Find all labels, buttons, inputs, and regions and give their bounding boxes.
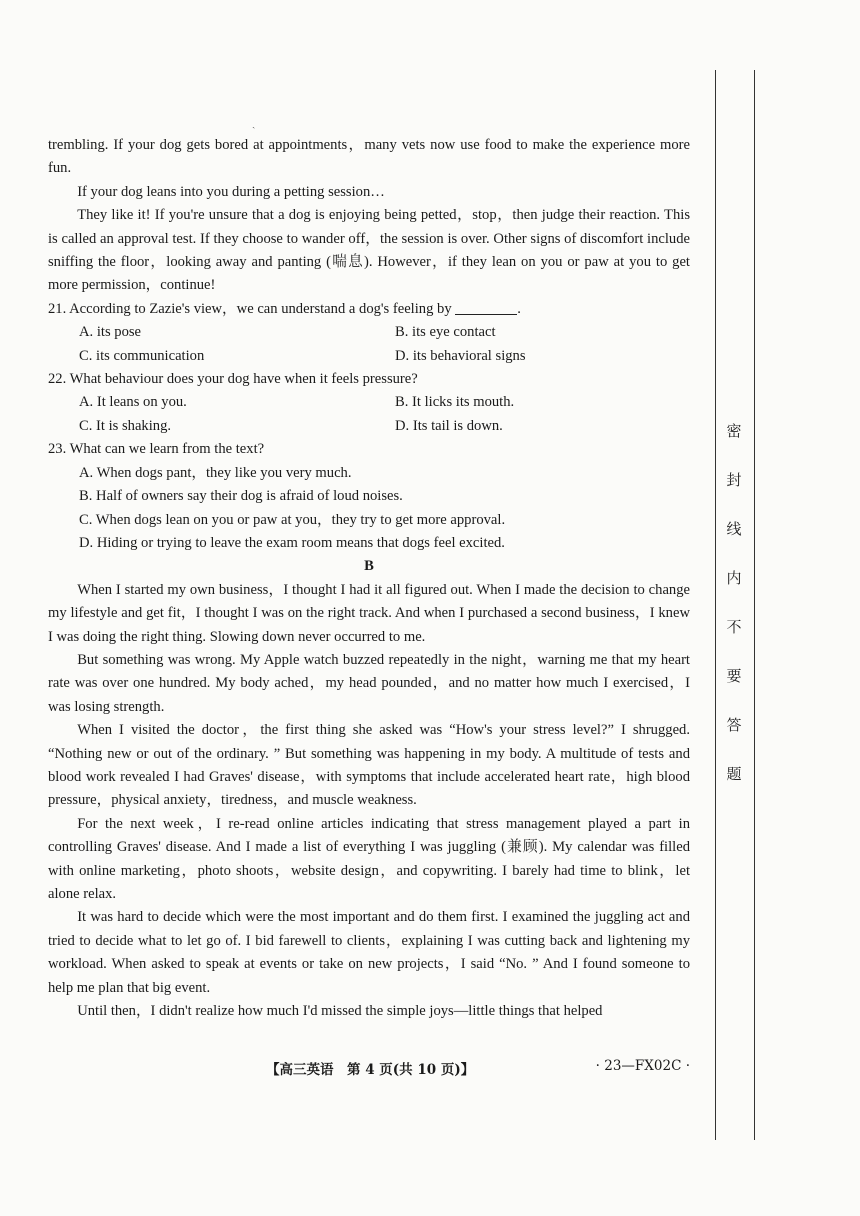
binding-line-left (715, 70, 716, 1140)
seal-char: 密 (726, 422, 742, 440)
paragraph: For the next week，I re-read online articles indicating that stress management played a part in controlling Graves' disease. And I made a list of everything I was juggling (兼顾). My calendar was filled with online marketing，photo shoots，website design，and copywriting. I barely had time to blink，let alone relax. (48, 815, 690, 902)
paragraph: When I visited the doctor，the first thing she asked was “How's your stress level?” I shrugged. “Nothing new or out of the ordinary. ” But something was happening in my body. A multitude of tests and blood work revealed I had Graves' disease，with symptoms that include accelerated heart rate，high blood pressure，physical anxiety，tiredness，and muscle weakness. (48, 722, 690, 809)
option[interactable]: D. its behavioral signs (395, 347, 526, 364)
binding-line-right (754, 70, 755, 1140)
option[interactable]: B. Half of owners say their dog is afraid of loud noises. (79, 488, 403, 505)
paragraph: It was hard to decide which were the most important and do them first. I examined the juggling act and tried to decide what to let go of. I bid farewell to clients，explaining I was cutting back and lightening my workload. When asked to speak at events or take on new projects，I said “No. ” And I found someone to help me plan that big event. (48, 909, 690, 996)
option[interactable]: A. When dogs pant，they like you very much. (79, 464, 352, 481)
paragraph: Until then，I didn't realize how much I'd missed the simple joys—little things that helped (77, 1003, 603, 1020)
seal-char: 题 (726, 765, 742, 783)
options-row (48, 321, 690, 344)
main-text (48, 134, 690, 1023)
seal-char: 线 (726, 520, 742, 538)
seal-char: 要 (726, 667, 742, 685)
option[interactable]: A. its pose (79, 324, 142, 341)
paragraph: But something was wrong. My Apple watch buzzed repeatedly in the night，warning me that my heart rate was over one hundred. My body ached，my head pounded，and no matter how much I exercised，I was losing strength. (48, 651, 690, 715)
option[interactable]: D. Its tail is down. (395, 417, 503, 434)
footer-code: · 23—FX02C · (595, 1058, 690, 1074)
option[interactable]: B. It licks its mouth. (395, 394, 515, 411)
seal-char: 内 (726, 569, 742, 587)
options-row (48, 391, 690, 414)
question-21: 21. According to Zazie's view，we can understand a dog's feeling by . (48, 300, 521, 317)
paragraph: trembling. If your dog gets bored at appointments，many vets now use food to make the experience more fun. (48, 137, 690, 177)
seal-line-notice (722, 420, 746, 812)
option[interactable]: A. It leans on you. (79, 394, 187, 411)
seal-char: 答 (726, 716, 742, 734)
scan-mark: ˏ (252, 118, 256, 129)
seal-char: 不 (726, 618, 742, 636)
option[interactable]: D. Hiding or trying to leave the exam room means that dogs feel excited. (79, 534, 505, 551)
seal-char: 封 (726, 471, 742, 489)
footer-title: 【高三英语 第 4 页(共 10 页)】 (266, 1062, 475, 1078)
paragraph: When I started my own business，I thought I had it all figured out. When I made the decision to change my lifestyle and get fit，I thought I was on the right track. And when I purchased a second business，I knew I was doing the right thing. Slowing down never occurred to me. (48, 581, 690, 645)
option[interactable]: C. its communication (79, 347, 205, 364)
question-22: 22. What behaviour does your dog have when it feels pressure? (48, 371, 418, 388)
question-23: 23. What can we learn from the text? (48, 441, 265, 458)
page-footer (48, 1058, 690, 1080)
subheading: If your dog leans into you during a petting session… (77, 183, 385, 200)
section-title: B (364, 558, 374, 575)
option[interactable]: C. It is shaking. (79, 417, 172, 434)
option[interactable]: B. its eye contact (395, 324, 496, 341)
paragraph: They like it! If you're unsure that a dog is enjoying being petted，stop，then judge their reaction. This is called an approval test. If they choose to wander off，the session is over. Other signs of discomfort include sniffing the floor，looking away and panting (喘息). However，if they lean on you or paw at you to get more permission，continue! (48, 207, 690, 294)
options-row (48, 345, 690, 368)
options-row (48, 415, 690, 438)
answer-blank (455, 300, 517, 315)
option[interactable]: C. When dogs lean on you or paw at you，they try to get more approval. (79, 511, 506, 528)
